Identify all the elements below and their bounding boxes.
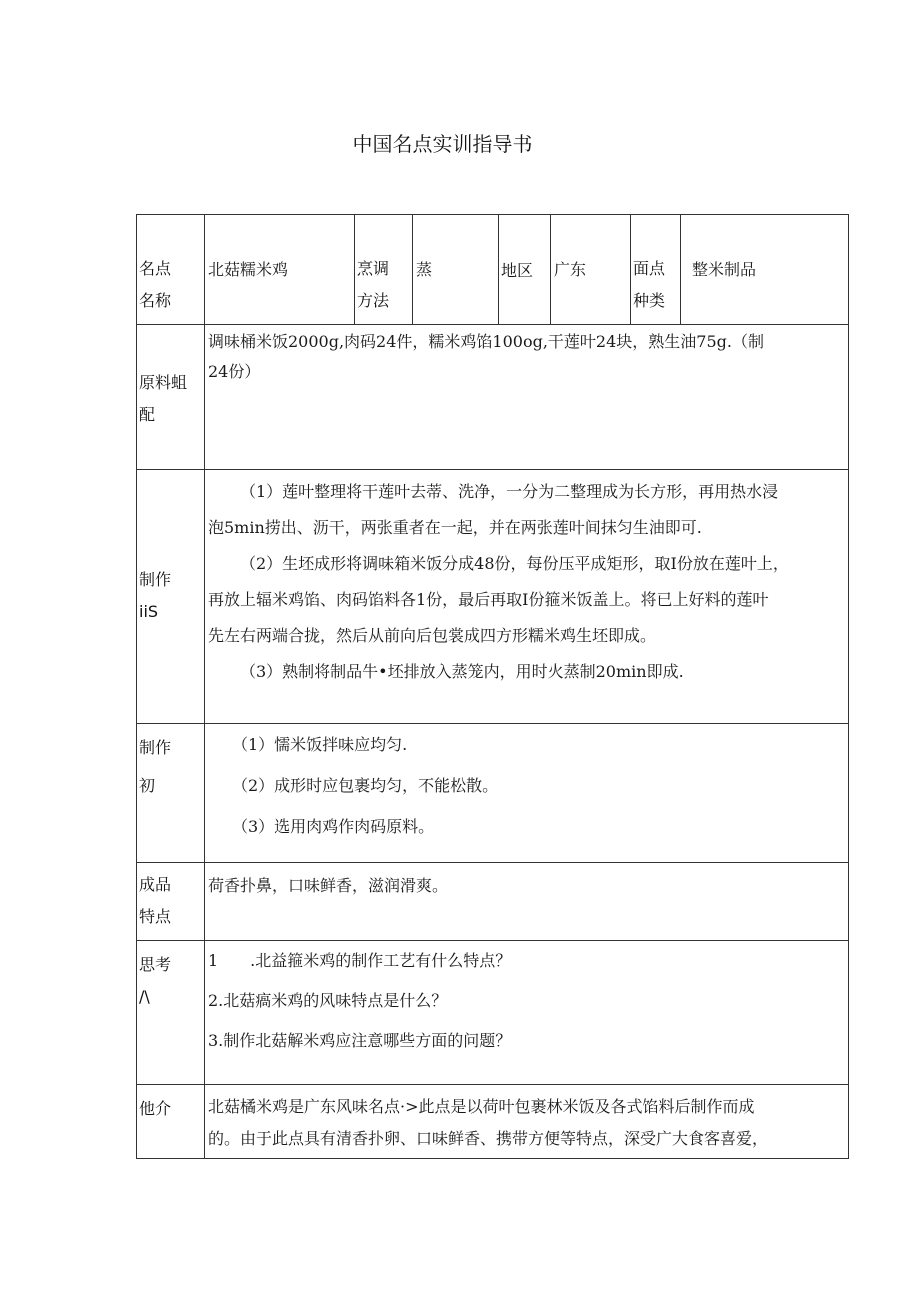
features-label-line1: 成品 — [139, 875, 172, 894]
method-label-line2: 方法 — [357, 291, 390, 310]
ingredients-label-line1: 原料蛆 — [139, 373, 188, 392]
region-value: 广东 — [554, 260, 587, 279]
question-item: 1 .北益箍米鸡的制作工艺有什么特点？ — [208, 951, 512, 970]
ingredients-cell — [205, 325, 849, 470]
process-label-cell — [137, 470, 205, 724]
intro-line1: 北菇橘米鸡是广东风味名点·>此点是以荷叶包裹林米饭及各式馅料后制作而成 — [208, 1097, 755, 1116]
tip-item: （2）成形时应包裹均匀，不能松散。 — [232, 776, 499, 795]
method-label-cell — [355, 215, 413, 325]
process-cell — [205, 470, 849, 724]
questions-row — [137, 941, 849, 1085]
category-label-line2: 种类 — [633, 291, 666, 310]
header-row — [137, 215, 849, 325]
tips-label-cell — [137, 724, 205, 863]
questions-label-cell — [137, 941, 205, 1085]
ingredients-line2: 24份） — [208, 362, 261, 381]
tips-row — [137, 724, 849, 863]
page-title: 中国名点实训指导书 — [352, 132, 533, 156]
category-label-line1: 面点 — [633, 259, 666, 278]
tips-label-line1: 制作 — [139, 738, 172, 757]
process-row — [137, 470, 849, 724]
region-value-cell — [551, 215, 631, 325]
features-text: 荷香扑鼻，口味鲜香，滋润滑爽。 — [208, 876, 449, 895]
features-label-cell — [137, 863, 205, 941]
features-cell — [205, 863, 849, 941]
process-label-line2: iiS — [139, 602, 159, 621]
category-value: 整米制品 — [692, 260, 757, 279]
tips-label-line2: 初 — [139, 776, 156, 795]
name-value-cell — [205, 215, 355, 325]
method-label-line1: 烹调 — [357, 259, 390, 278]
question-item: 2.北菇瘑米鸡的风味特点是什么？ — [208, 991, 448, 1010]
category-label-cell — [631, 215, 681, 325]
tip-item: （1）懦米饭拌味应均匀. — [232, 735, 408, 754]
questions-label-line1: 思考 — [139, 955, 172, 974]
process-step-3: （3）熟制将制品牛•坯排放入蒸笼内，用时火蒸制20min即成. — [240, 662, 684, 681]
ingredients-label-cell — [137, 325, 205, 470]
questions-label-line2: /\ — [139, 987, 150, 1006]
name-label-cell — [137, 215, 205, 325]
region-label-cell — [499, 215, 551, 325]
questions-cell — [205, 941, 849, 1085]
ingredients-label-line2: 配 — [139, 405, 156, 424]
category-value-cell — [681, 215, 849, 325]
process-step-2: （2）生坯成形将调味箱米饭分成48份，每份压平成矩形，取I份放在莲叶上， 再放上辐米鸡馅、肉码馅料各1份，最后再取I份箍米饭盖上。将已上好料的莲叶 先左右两端合拢，然后从前向后包裳成四方形糯米鸡生坯即成。 — [208, 554, 789, 645]
process-step-1: （1）莲叶整理将干莲叶去蒂、洗净，一分为二整理成为长方形，再用热水浸 泡5min捞出、沥干，两张重者在一起，并在两张莲叶间抹匀生油即可. — [208, 482, 779, 537]
question-item: 3.制作北菇解米鸡应注意哪些方面的问题？ — [208, 1031, 512, 1050]
intro-cell — [205, 1085, 849, 1159]
name-value: 北菇糯米鸡 — [208, 260, 289, 279]
ingredients-line1: 调味桶米饭2000g,肉码24件，糯米鸡馅100og,干莲叶24块，熟生油75g.（制 — [208, 332, 764, 351]
features-row — [137, 863, 849, 941]
method-value-cell — [413, 215, 499, 325]
recipe-table — [136, 214, 849, 1159]
method-value: 蒸 — [416, 260, 433, 279]
process-label-line1: 制作 — [139, 570, 172, 589]
intro-label: 他介 — [139, 1099, 172, 1118]
intro-row — [137, 1085, 849, 1159]
tips-cell — [205, 724, 849, 863]
ingredients-row — [137, 325, 849, 470]
region-label: 地区 — [501, 261, 534, 280]
name-label-line1: 名点 — [139, 259, 172, 278]
name-label-line2: 名称 — [139, 291, 172, 310]
intro-label-cell — [137, 1085, 205, 1159]
features-label-line2: 特点 — [139, 907, 172, 926]
tip-item: （3）选用肉鸡作肉码原料。 — [232, 817, 435, 836]
intro-line2: 的。由于此点具有清香扑卵、口味鲜香、携带方便等特点，深受广大食客喜爱， — [208, 1129, 769, 1148]
